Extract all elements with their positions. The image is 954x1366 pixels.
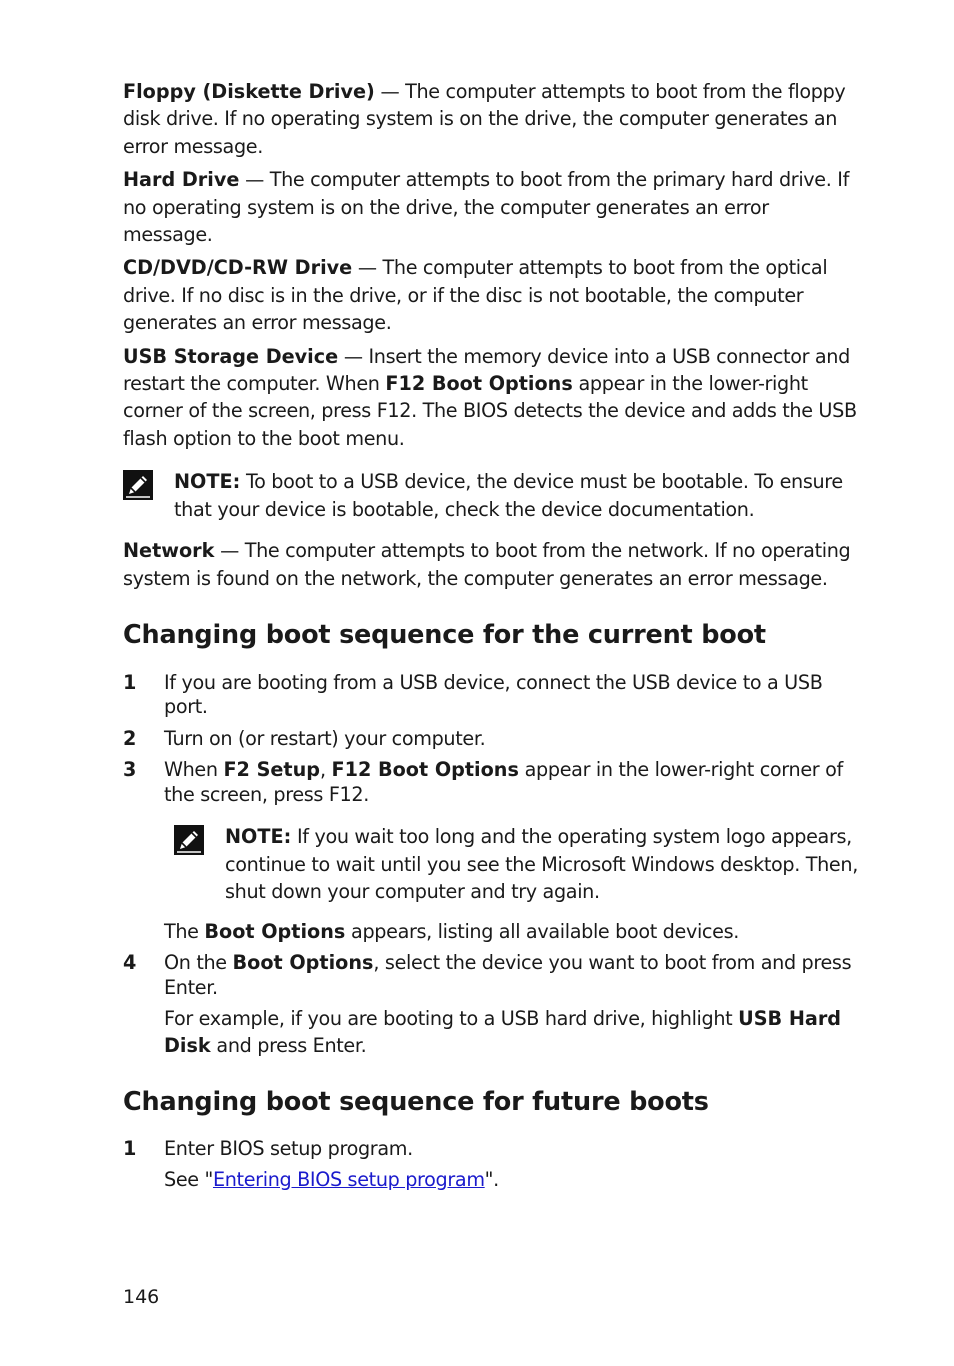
boot-device-hard-drive xyxy=(123,166,858,248)
step-text: Turn on (or restart) your computer. xyxy=(164,726,486,750)
step-number: 1 xyxy=(123,1136,137,1160)
bold-text: Boot Options xyxy=(204,919,346,943)
description: — The computer attempts to boot from the floppy disk drive. If no operating system is on the drive, the computer generates an error message. xyxy=(123,80,846,158)
text: See " xyxy=(164,1168,213,1192)
note-text: If you wait too long and the operating system logo appears, continue to wait until you see the Microsoft Windows desktop. Then, shut down your computer and try again. xyxy=(225,825,858,904)
boot-options-appears xyxy=(164,918,858,945)
document-page xyxy=(123,78,858,1194)
step-text: On the xyxy=(164,951,233,975)
description: — The computer attempts to boot from the network. If no operating system is found on the network, the computer generates an error message. xyxy=(123,539,851,590)
step-number: 2 xyxy=(123,726,137,750)
bold-text: F12 Boot Options xyxy=(385,372,573,396)
description: appear in the lower-right corner of the screen, press F12. The BIOS detects the device and adds the USB flash option to the boot menu. xyxy=(123,372,857,450)
bold-text: USB Hard Disk xyxy=(164,1007,842,1058)
step-2 xyxy=(123,727,858,752)
text: The xyxy=(164,919,205,943)
step-3 xyxy=(123,758,858,807)
note-usb xyxy=(123,468,858,523)
description: — The computer attempts to boot from the optical drive. If no disc is in the drive, or if the disc is not bootable, the computer generates an error message. xyxy=(123,256,828,335)
term: Hard Drive xyxy=(123,168,240,192)
page-number: 146 xyxy=(123,1286,160,1308)
step-4-details xyxy=(123,1005,858,1060)
text: For example, if you are booting to a USB hard drive, highlight xyxy=(164,1007,739,1031)
step-text: Enter BIOS setup program. xyxy=(164,1136,413,1160)
bold-text: Boot Options xyxy=(232,951,374,975)
note-label: NOTE: xyxy=(225,825,292,849)
step-3-details xyxy=(123,823,858,945)
step-text: When xyxy=(164,758,224,782)
step-text: , xyxy=(320,758,332,782)
boot-device-optical xyxy=(123,254,858,336)
text: ". xyxy=(484,1168,499,1192)
heading-current-boot: Changing boot sequence for the current boot xyxy=(123,619,766,650)
boot-device-network xyxy=(123,537,858,592)
description: — The computer attempts to boot from the primary hard drive. If no operating system is on the drive, the computer generates an error message. xyxy=(123,168,849,247)
pencil-note-icon xyxy=(123,470,153,500)
note-text: To boot to a USB device, the device must be bootable. To ensure that your device is bootable, check the device documentation. xyxy=(174,470,843,521)
term: CD/DVD/CD-RW Drive xyxy=(123,256,353,280)
step-4 xyxy=(123,951,858,1000)
term: USB Storage Device xyxy=(123,344,339,368)
step-text: , select the device you want to boot from and press Enter. xyxy=(164,951,852,999)
boot-device-usb xyxy=(123,343,858,453)
bold-text: F12 Boot Options xyxy=(331,758,519,782)
note-label: NOTE: xyxy=(174,470,241,494)
note-wait xyxy=(174,823,858,905)
heading-future-boots: Changing boot sequence for future boots xyxy=(123,1086,709,1117)
text: appears, listing all available boot devices. xyxy=(345,919,739,943)
step-text: If you are booting from a USB device, connect the USB device to a USB port. xyxy=(164,670,823,719)
description: — Insert the memory device into a USB connector and restart the computer. When xyxy=(123,344,850,396)
example-text xyxy=(164,1005,858,1060)
see-reference xyxy=(164,1166,858,1193)
future-step-1 xyxy=(123,1137,858,1162)
pencil-note-icon xyxy=(174,825,204,855)
step-1 xyxy=(123,671,858,720)
boot-device-floppy xyxy=(123,78,858,160)
step-number: 4 xyxy=(123,951,137,975)
term: Network xyxy=(123,539,215,563)
text: and press Enter. xyxy=(210,1034,367,1058)
step-number: 1 xyxy=(123,670,137,694)
future-step-1-details xyxy=(123,1166,858,1193)
bios-setup-link[interactable]: Entering BIOS setup program xyxy=(212,1168,485,1192)
bold-text: F2 Setup xyxy=(223,758,320,782)
step-text: appear in the lower-right corner of the screen, press F12. xyxy=(164,758,843,806)
step-number: 3 xyxy=(123,758,137,782)
term: Floppy (Diskette Drive) xyxy=(123,80,375,103)
